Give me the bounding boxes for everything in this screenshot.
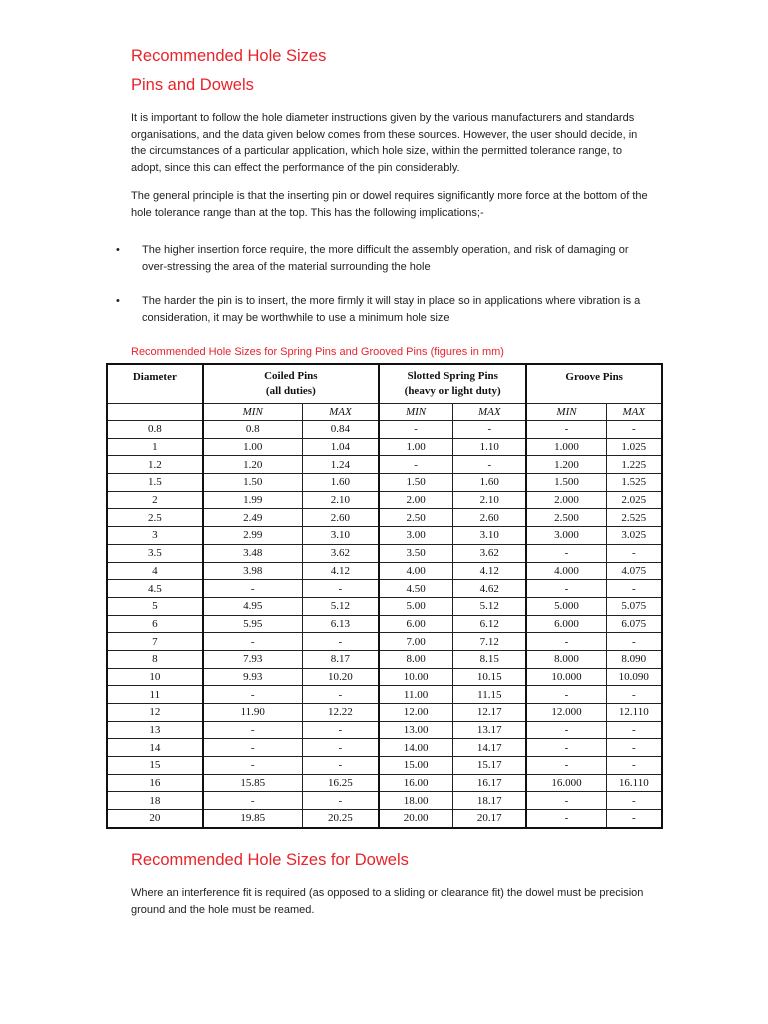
- cell-slotted-min: 16.00: [379, 774, 453, 792]
- table-row: [107, 491, 662, 509]
- cell-groove-min: 4.000: [526, 562, 606, 580]
- cell-groove-max: -: [606, 810, 662, 828]
- cell-diameter: 6: [107, 615, 203, 633]
- cell-diameter: 15: [107, 757, 203, 775]
- cell-diameter: 8: [107, 650, 203, 668]
- cell-slotted-min: 11.00: [379, 686, 453, 704]
- cell-groove-min: -: [526, 792, 606, 810]
- cell-coiled-max: 3.62: [302, 544, 379, 562]
- cell-diameter: 18: [107, 792, 203, 810]
- header-diameter: Diameter: [107, 364, 203, 404]
- cell-slotted-min: 7.00: [379, 633, 453, 651]
- table-row: [107, 686, 662, 704]
- cell-coiled-min: 5.95: [203, 615, 303, 633]
- cell-groove-min: 2.500: [526, 509, 606, 527]
- cell-slotted-min: 5.00: [379, 597, 453, 615]
- cell-groove-min: 8.000: [526, 650, 606, 668]
- cell-groove-min: 1.000: [526, 438, 606, 456]
- cell-slotted-max: 6.12: [453, 615, 527, 633]
- cell-slotted-min: 18.00: [379, 792, 453, 810]
- cell-groove-min: 16.000: [526, 774, 606, 792]
- table-row: [107, 509, 662, 527]
- cell-groove-max: 3.025: [606, 527, 662, 545]
- cell-diameter: 11: [107, 686, 203, 704]
- cell-slotted-max: 10.15: [453, 668, 527, 686]
- cell-diameter: 4.5: [107, 580, 203, 598]
- intro-paragraph: It is important to follow the hole diameter instructions given by the various manufacturers and standards organisations, and the data given below comes from these sources. However, the user should decide, in the circumstances of a particular application, which hole size, within the permitted tolerance range, to adopt, since this can effect the performance of the pin considerably.: [131, 112, 638, 174]
- cell-groove-max: 8.090: [606, 650, 662, 668]
- cell-diameter: 1.5: [107, 474, 203, 492]
- cell-coiled-min: -: [203, 580, 303, 598]
- cell-coiled-min: 9.93: [203, 668, 303, 686]
- header-slotted-line2: (heavy or light duty): [404, 385, 501, 397]
- cell-diameter: 20: [107, 810, 203, 828]
- cell-groove-max: 10.090: [606, 668, 662, 686]
- cell-coiled-min: -: [203, 792, 303, 810]
- cell-coiled-max: -: [302, 739, 379, 757]
- table-row: [107, 421, 662, 439]
- cell-slotted-max: 2.10: [453, 491, 527, 509]
- cell-coiled-max: -: [302, 686, 379, 704]
- header-groove-pins: Groove Pins: [526, 364, 662, 404]
- header-min: MIN: [203, 404, 303, 421]
- header-slotted-line1: Slotted Spring Pins: [407, 370, 498, 382]
- cell-groove-max: -: [606, 792, 662, 810]
- table-row: [107, 456, 662, 474]
- table-row: [107, 438, 662, 456]
- cell-coiled-max: 16.25: [302, 774, 379, 792]
- cell-groove-max: 16.110: [606, 774, 662, 792]
- cell-groove-min: 3.000: [526, 527, 606, 545]
- header-min: MIN: [526, 404, 606, 421]
- cell-groove-max: -: [606, 721, 662, 739]
- cell-groove-min: -: [526, 544, 606, 562]
- cell-groove-max: 1.025: [606, 438, 662, 456]
- cell-coiled-max: 1.24: [302, 456, 379, 474]
- cell-diameter: 12: [107, 704, 203, 722]
- header-coiled-pins: [203, 364, 379, 404]
- cell-diameter: 16: [107, 774, 203, 792]
- table-row: [107, 544, 662, 562]
- list-item: [116, 293, 651, 326]
- cell-slotted-min: 2.00: [379, 491, 453, 509]
- page-title: Recommended Hole Sizes: [131, 47, 327, 65]
- cell-groove-max: 6.075: [606, 615, 662, 633]
- cell-groove-max: 5.075: [606, 597, 662, 615]
- cell-slotted-max: 18.17: [453, 792, 527, 810]
- cell-diameter: 4: [107, 562, 203, 580]
- cell-slotted-min: 2.50: [379, 509, 453, 527]
- table-caption: Recommended Hole Sizes for Spring Pins and Grooved Pins (figures in mm): [131, 346, 504, 358]
- table-row: [107, 704, 662, 722]
- cell-groove-max: 12.110: [606, 704, 662, 722]
- table-row: [107, 757, 662, 775]
- cell-coiled-min: 1.00: [203, 438, 303, 456]
- cell-coiled-max: -: [302, 633, 379, 651]
- table-row: [107, 668, 662, 686]
- cell-diameter: 2.5: [107, 509, 203, 527]
- cell-groove-max: -: [606, 544, 662, 562]
- cell-coiled-max: 20.25: [302, 810, 379, 828]
- table-row: [107, 597, 662, 615]
- cell-slotted-max: 1.10: [453, 438, 527, 456]
- cell-coiled-min: -: [203, 686, 303, 704]
- cell-groove-min: -: [526, 810, 606, 828]
- table-row: [107, 474, 662, 492]
- principle-paragraph: The general principle is that the inserting pin or dowel requires significantly more force at the bottom of the hole tolerance range than at the top. This has the following implications;-: [131, 190, 648, 219]
- table-row: [107, 774, 662, 792]
- bullet-icon: •: [116, 244, 120, 256]
- cell-coiled-max: 12.22: [302, 704, 379, 722]
- cell-coiled-max: 5.12: [302, 597, 379, 615]
- cell-diameter: 7: [107, 633, 203, 651]
- cell-groove-min: 5.000: [526, 597, 606, 615]
- table-row: [107, 721, 662, 739]
- cell-groove-max: 4.075: [606, 562, 662, 580]
- page-subtitle: Pins and Dowels: [131, 76, 254, 94]
- cell-slotted-min: 12.00: [379, 704, 453, 722]
- cell-slotted-max: 1.60: [453, 474, 527, 492]
- section-title: Recommended Hole Sizes for Dowels: [131, 851, 409, 869]
- table-row: [107, 792, 662, 810]
- cell-coiled-max: 6.13: [302, 615, 379, 633]
- cell-slotted-max: 7.12: [453, 633, 527, 651]
- header-coiled-line2: (all duties): [265, 385, 316, 397]
- table-row: [107, 810, 662, 828]
- hole-sizes-table: [106, 363, 663, 829]
- cell-groove-min: 10.000: [526, 668, 606, 686]
- implications-list: [116, 242, 651, 326]
- cell-slotted-min: 20.00: [379, 810, 453, 828]
- header-slotted-spring-pins: [379, 364, 526, 404]
- cell-coiled-min: -: [203, 721, 303, 739]
- cell-coiled-min: 1.20: [203, 456, 303, 474]
- header-diameter-sub: [107, 404, 203, 421]
- cell-coiled-max: 8.17: [302, 650, 379, 668]
- cell-slotted-min: 4.00: [379, 562, 453, 580]
- table-row: [107, 615, 662, 633]
- cell-coiled-max: 3.10: [302, 527, 379, 545]
- cell-coiled-max: -: [302, 580, 379, 598]
- cell-slotted-min: 3.00: [379, 527, 453, 545]
- table-row: [107, 633, 662, 651]
- cell-slotted-max: 11.15: [453, 686, 527, 704]
- cell-diameter: 3: [107, 527, 203, 545]
- cell-slotted-max: 20.17: [453, 810, 527, 828]
- cell-diameter: 0.8: [107, 421, 203, 439]
- cell-diameter: 1.2: [107, 456, 203, 474]
- cell-slotted-max: 5.12: [453, 597, 527, 615]
- cell-diameter: 1: [107, 438, 203, 456]
- cell-groove-max: -: [606, 757, 662, 775]
- cell-coiled-max: 1.60: [302, 474, 379, 492]
- cell-diameter: 13: [107, 721, 203, 739]
- cell-slotted-max: 12.17: [453, 704, 527, 722]
- cell-slotted-max: 8.15: [453, 650, 527, 668]
- cell-coiled-min: 19.85: [203, 810, 303, 828]
- cell-diameter: 5: [107, 597, 203, 615]
- cell-slotted-min: 4.50: [379, 580, 453, 598]
- cell-groove-min: -: [526, 739, 606, 757]
- cell-coiled-min: -: [203, 739, 303, 757]
- table-body: [107, 421, 662, 828]
- cell-slotted-min: 14.00: [379, 739, 453, 757]
- cell-slotted-min: -: [379, 421, 453, 439]
- cell-groove-min: 1.500: [526, 474, 606, 492]
- cell-slotted-max: 13.17: [453, 721, 527, 739]
- cell-groove-max: -: [606, 686, 662, 704]
- cell-groove-min: -: [526, 721, 606, 739]
- cell-coiled-max: 2.10: [302, 491, 379, 509]
- table-row: [107, 650, 662, 668]
- cell-slotted-min: 3.50: [379, 544, 453, 562]
- cell-coiled-max: 10.20: [302, 668, 379, 686]
- cell-slotted-min: 1.00: [379, 438, 453, 456]
- cell-slotted-max: -: [453, 456, 527, 474]
- cell-groove-min: -: [526, 580, 606, 598]
- cell-groove-max: 2.025: [606, 491, 662, 509]
- cell-diameter: 3.5: [107, 544, 203, 562]
- cell-slotted-max: 14.17: [453, 739, 527, 757]
- cell-groove-max: -: [606, 633, 662, 651]
- cell-groove-min: -: [526, 421, 606, 439]
- bullet-icon: •: [116, 295, 120, 307]
- cell-groove-max: -: [606, 739, 662, 757]
- cell-groove-min: -: [526, 757, 606, 775]
- header-max: MAX: [453, 404, 527, 421]
- cell-slotted-min: 1.50: [379, 474, 453, 492]
- list-item: [116, 242, 651, 275]
- cell-slotted-min: 15.00: [379, 757, 453, 775]
- cell-slotted-min: 6.00: [379, 615, 453, 633]
- cell-coiled-min: 1.99: [203, 491, 303, 509]
- cell-groove-max: 1.525: [606, 474, 662, 492]
- cell-slotted-min: 13.00: [379, 721, 453, 739]
- cell-groove-max: 2.525: [606, 509, 662, 527]
- cell-coiled-max: -: [302, 792, 379, 810]
- cell-coiled-min: 0.8: [203, 421, 303, 439]
- cell-coiled-min: 1.50: [203, 474, 303, 492]
- cell-slotted-max: 4.62: [453, 580, 527, 598]
- cell-groove-max: -: [606, 421, 662, 439]
- cell-diameter: 10: [107, 668, 203, 686]
- cell-coiled-min: 2.49: [203, 509, 303, 527]
- cell-slotted-max: 3.10: [453, 527, 527, 545]
- table-row: [107, 580, 662, 598]
- cell-coiled-min: -: [203, 633, 303, 651]
- cell-coiled-min: 4.95: [203, 597, 303, 615]
- table-row: [107, 527, 662, 545]
- cell-slotted-max: 15.17: [453, 757, 527, 775]
- cell-slotted-min: 8.00: [379, 650, 453, 668]
- cell-groove-min: -: [526, 686, 606, 704]
- cell-groove-min: 2.000: [526, 491, 606, 509]
- cell-groove-max: 1.225: [606, 456, 662, 474]
- cell-coiled-min: 11.90: [203, 704, 303, 722]
- section-paragraph: Where an interference fit is required (as opposed to a sliding or clearance fit) the dowel must be precision ground and the hole must be reamed.: [131, 887, 644, 916]
- cell-diameter: 2: [107, 491, 203, 509]
- cell-coiled-min: 15.85: [203, 774, 303, 792]
- cell-coiled-min: 2.99: [203, 527, 303, 545]
- cell-coiled-max: -: [302, 757, 379, 775]
- cell-coiled-max: 0.84: [302, 421, 379, 439]
- cell-coiled-max: 1.04: [302, 438, 379, 456]
- cell-slotted-min: -: [379, 456, 453, 474]
- table-row: [107, 739, 662, 757]
- cell-diameter: 14: [107, 739, 203, 757]
- cell-coiled-max: -: [302, 721, 379, 739]
- list-item-text: The harder the pin is to insert, the more firmly it will stay in place so in applications where vibration is a consideration, it may be worthwhile to use a minimum hole size: [142, 295, 641, 324]
- header-coiled-line1: Coiled Pins: [264, 370, 318, 382]
- cell-groove-min: 12.000: [526, 704, 606, 722]
- cell-groove-min: 6.000: [526, 615, 606, 633]
- cell-coiled-min: 3.48: [203, 544, 303, 562]
- header-min: MIN: [379, 404, 453, 421]
- cell-slotted-min: 10.00: [379, 668, 453, 686]
- header-max: MAX: [302, 404, 379, 421]
- cell-groove-min: 1.200: [526, 456, 606, 474]
- table-row: [107, 562, 662, 580]
- cell-coiled-min: -: [203, 757, 303, 775]
- dowels-section: [131, 848, 651, 918]
- cell-slotted-max: -: [453, 421, 527, 439]
- list-item-text: The higher insertion force require, the more difficult the assembly operation, and risk of damaging or over-stressing the area of the material surrounding the hole: [142, 244, 629, 273]
- header-max: MAX: [606, 404, 662, 421]
- cell-coiled-min: 3.98: [203, 562, 303, 580]
- document-body: [116, 44, 651, 360]
- cell-coiled-max: 2.60: [302, 509, 379, 527]
- cell-slotted-max: 2.60: [453, 509, 527, 527]
- cell-slotted-max: 16.17: [453, 774, 527, 792]
- cell-coiled-max: 4.12: [302, 562, 379, 580]
- cell-slotted-max: 3.62: [453, 544, 527, 562]
- cell-coiled-min: 7.93: [203, 650, 303, 668]
- cell-slotted-max: 4.12: [453, 562, 527, 580]
- cell-groove-max: -: [606, 580, 662, 598]
- cell-groove-min: -: [526, 633, 606, 651]
